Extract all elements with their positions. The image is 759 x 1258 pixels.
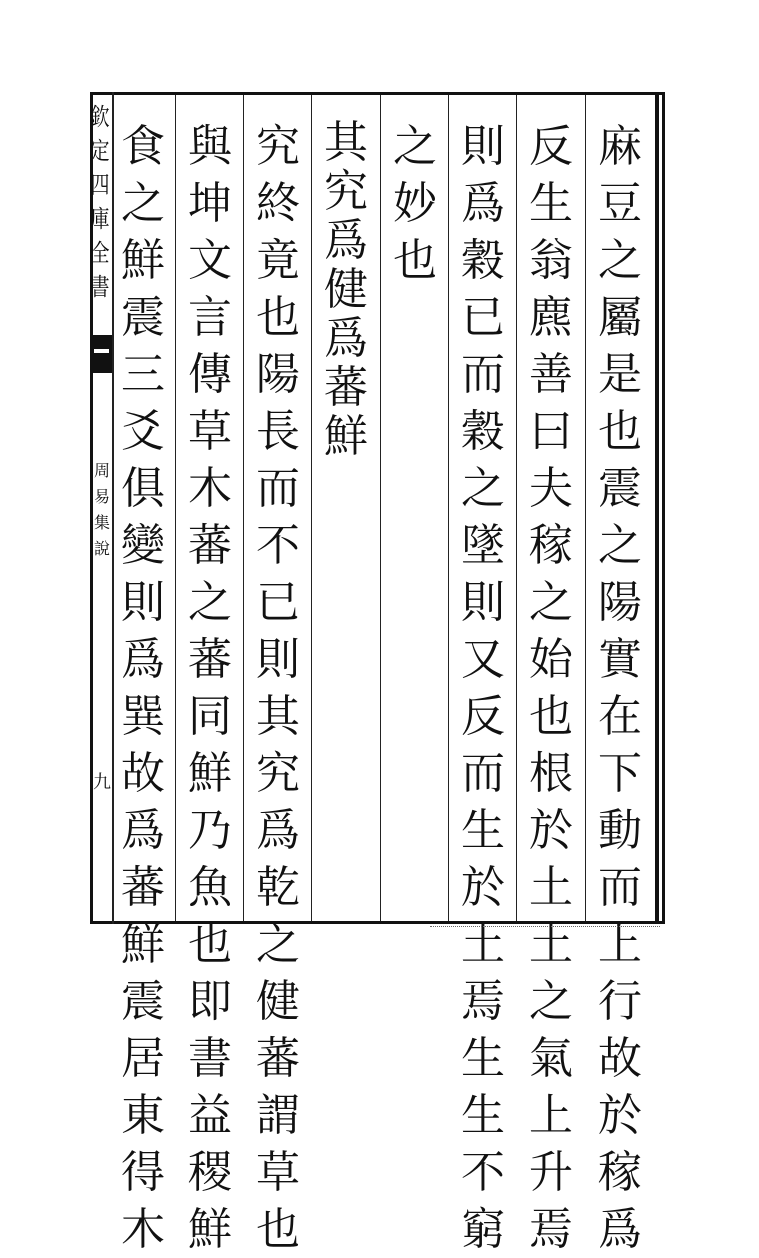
text-column-5 — [316, 118, 376, 461]
text-char: 則 — [461, 577, 505, 628]
column-rule — [448, 95, 449, 921]
text-char: 震 — [121, 976, 165, 1027]
text-char: 麃 — [529, 292, 573, 343]
text-char: 爲 — [324, 215, 368, 266]
text-char: 稷 — [188, 1147, 232, 1198]
text-char: 鮮 — [188, 748, 232, 799]
text-char: 也 — [393, 235, 437, 286]
text-char: 變 — [121, 520, 165, 571]
text-char: 反 — [529, 121, 573, 172]
text-char: 傳 — [188, 349, 232, 400]
text-char: 爲 — [256, 805, 300, 856]
text-char: 食 — [121, 121, 165, 172]
text-char: 魚 — [188, 862, 232, 913]
column-rule — [243, 95, 244, 921]
text-char: 豆 — [598, 178, 642, 229]
text-char: 上 — [529, 1090, 573, 1141]
text-char: 終 — [256, 178, 300, 229]
text-char: 木 — [188, 463, 232, 514]
text-char: 之 — [598, 235, 642, 286]
frame-right-edge — [655, 92, 659, 924]
text-char: 蕃 — [121, 862, 165, 913]
text-char: 而 — [256, 463, 300, 514]
book-title-char: 全 — [90, 239, 110, 267]
text-char: 益 — [188, 1090, 232, 1141]
column-rule — [311, 95, 312, 921]
text-char: 書 — [188, 1033, 232, 1084]
text-char: 稼 — [598, 1147, 642, 1198]
text-char: 於 — [461, 862, 505, 913]
text-char: 實 — [598, 634, 642, 685]
text-char: 得 — [121, 1147, 165, 1198]
text-char: 居 — [121, 1033, 165, 1084]
text-char: 之 — [598, 520, 642, 571]
text-char: 蕃 — [324, 362, 368, 413]
text-char: 焉 — [529, 1204, 573, 1255]
text-char: 之 — [393, 121, 437, 172]
section-title — [91, 458, 113, 562]
text-char: 震 — [121, 292, 165, 343]
text-char: 俱 — [121, 463, 165, 514]
book-title-char: 欽 — [90, 103, 110, 131]
text-char: 曰 — [529, 406, 573, 457]
text-char: 竟 — [256, 235, 300, 286]
text-char: 下 — [598, 748, 642, 799]
text-char: 其 — [324, 117, 368, 168]
text-char: 陽 — [256, 349, 300, 400]
section-title-char: 集 — [93, 513, 110, 532]
section-title-char: 易 — [93, 487, 110, 506]
text-char: 鮮 — [121, 919, 165, 970]
text-char: 麻 — [598, 121, 642, 172]
text-char: 爲 — [121, 805, 165, 856]
text-char: 草 — [188, 406, 232, 457]
text-char: 木 — [121, 1204, 165, 1255]
text-char: 又 — [461, 634, 505, 685]
text-char: 之 — [461, 463, 505, 514]
text-char: 蕃 — [188, 634, 232, 685]
text-char: 故 — [598, 1033, 642, 1084]
text-char: 蕃 — [188, 520, 232, 571]
text-char: 氣 — [529, 1033, 573, 1084]
column-rule — [380, 95, 381, 921]
text-char: 焉 — [461, 976, 505, 1027]
text-char: 生 — [461, 1033, 505, 1084]
text-char: 巽 — [121, 691, 165, 742]
text-char: 之 — [256, 919, 300, 970]
text-column-2 — [521, 118, 581, 1258]
text-char: 東 — [121, 1090, 165, 1141]
fishtail-mark — [91, 335, 112, 373]
text-char: 爻 — [121, 406, 165, 457]
text-char: 之 — [121, 178, 165, 229]
text-column-3 — [453, 118, 513, 1258]
text-char: 穀 — [461, 406, 505, 457]
text-char: 土 — [529, 919, 573, 970]
text-char: 爲 — [598, 1204, 642, 1255]
text-column-1 — [590, 118, 650, 1258]
text-char: 則 — [121, 577, 165, 628]
text-char: 翁 — [529, 235, 573, 286]
text-char: 稼 — [529, 520, 573, 571]
text-char: 文 — [188, 235, 232, 286]
column-rule — [175, 95, 176, 921]
text-char: 之 — [188, 577, 232, 628]
text-char: 窮 — [461, 1204, 505, 1255]
text-char: 始 — [529, 634, 573, 685]
text-char: 屬 — [598, 292, 642, 343]
text-char: 是 — [598, 349, 642, 400]
text-char: 生 — [529, 178, 573, 229]
text-char: 震 — [598, 463, 642, 514]
text-char: 生 — [461, 805, 505, 856]
text-char: 動 — [598, 805, 642, 856]
text-char: 乾 — [256, 862, 300, 913]
text-char: 健 — [256, 976, 300, 1027]
text-char: 也 — [598, 406, 642, 457]
text-char: 之 — [529, 577, 573, 628]
text-column-8 — [113, 118, 173, 1258]
text-char: 生 — [461, 1090, 505, 1141]
text-column-7 — [180, 118, 240, 1258]
text-char: 土 — [461, 919, 505, 970]
text-char: 於 — [598, 1090, 642, 1141]
text-char: 故 — [121, 748, 165, 799]
text-char: 行 — [598, 976, 642, 1027]
text-char: 長 — [256, 406, 300, 457]
book-title-char: 庫 — [90, 205, 110, 233]
text-char: 與 — [188, 121, 232, 172]
text-char: 已 — [256, 577, 300, 628]
text-char: 根 — [529, 748, 573, 799]
text-char: 土 — [529, 862, 573, 913]
text-char: 也 — [256, 1204, 300, 1255]
text-char: 同 — [188, 691, 232, 742]
book-title-char: 定 — [90, 137, 110, 165]
text-char: 究 — [256, 748, 300, 799]
text-char: 也 — [529, 691, 573, 742]
text-char: 乃 — [188, 805, 232, 856]
text-char: 草 — [256, 1147, 300, 1198]
text-char: 不 — [256, 520, 300, 571]
text-char: 上 — [598, 919, 642, 970]
column-rule — [585, 95, 586, 921]
text-char: 究 — [256, 121, 300, 172]
text-char: 鮮 — [188, 1204, 232, 1255]
text-char: 即 — [188, 976, 232, 1027]
section-title-char: 周 — [93, 461, 110, 480]
text-column-6 — [248, 118, 308, 1258]
page-number: 九 — [93, 772, 111, 793]
text-char: 陽 — [598, 577, 642, 628]
text-char: 而 — [598, 862, 642, 913]
text-char: 則 — [256, 634, 300, 685]
column-rule — [516, 95, 517, 921]
text-char: 言 — [188, 292, 232, 343]
text-char: 墜 — [461, 520, 505, 571]
text-char: 坤 — [188, 178, 232, 229]
book-title-char: 四 — [90, 171, 110, 199]
book-title — [88, 100, 112, 304]
text-char: 在 — [598, 691, 642, 742]
text-char: 之 — [529, 976, 573, 1027]
bottom-edge-dots — [430, 926, 660, 931]
text-column-4 — [385, 118, 445, 289]
text-char: 三 — [121, 349, 165, 400]
text-char: 妙 — [393, 178, 437, 229]
text-char: 爲 — [461, 178, 505, 229]
text-char: 也 — [256, 292, 300, 343]
text-char: 夫 — [529, 463, 573, 514]
text-char: 而 — [461, 349, 505, 400]
text-char: 其 — [256, 691, 300, 742]
text-char: 已 — [461, 292, 505, 343]
text-char: 蕃 — [256, 1033, 300, 1084]
text-char: 謂 — [256, 1090, 300, 1141]
text-char: 則 — [461, 121, 505, 172]
book-title-char: 書 — [90, 273, 110, 301]
text-char: 爲 — [324, 313, 368, 364]
text-char: 鮮 — [121, 235, 165, 286]
text-char: 而 — [461, 748, 505, 799]
text-char: 健 — [324, 264, 368, 315]
text-char: 也 — [188, 919, 232, 970]
text-char: 不 — [461, 1147, 505, 1198]
text-char: 反 — [461, 691, 505, 742]
text-char: 善 — [529, 349, 573, 400]
text-char: 穀 — [461, 235, 505, 286]
text-char: 升 — [529, 1147, 573, 1198]
text-char: 爲 — [121, 634, 165, 685]
text-char: 究 — [324, 166, 368, 217]
text-char: 於 — [529, 805, 573, 856]
text-char: 鮮 — [324, 411, 368, 462]
section-title-char: 說 — [93, 539, 110, 558]
